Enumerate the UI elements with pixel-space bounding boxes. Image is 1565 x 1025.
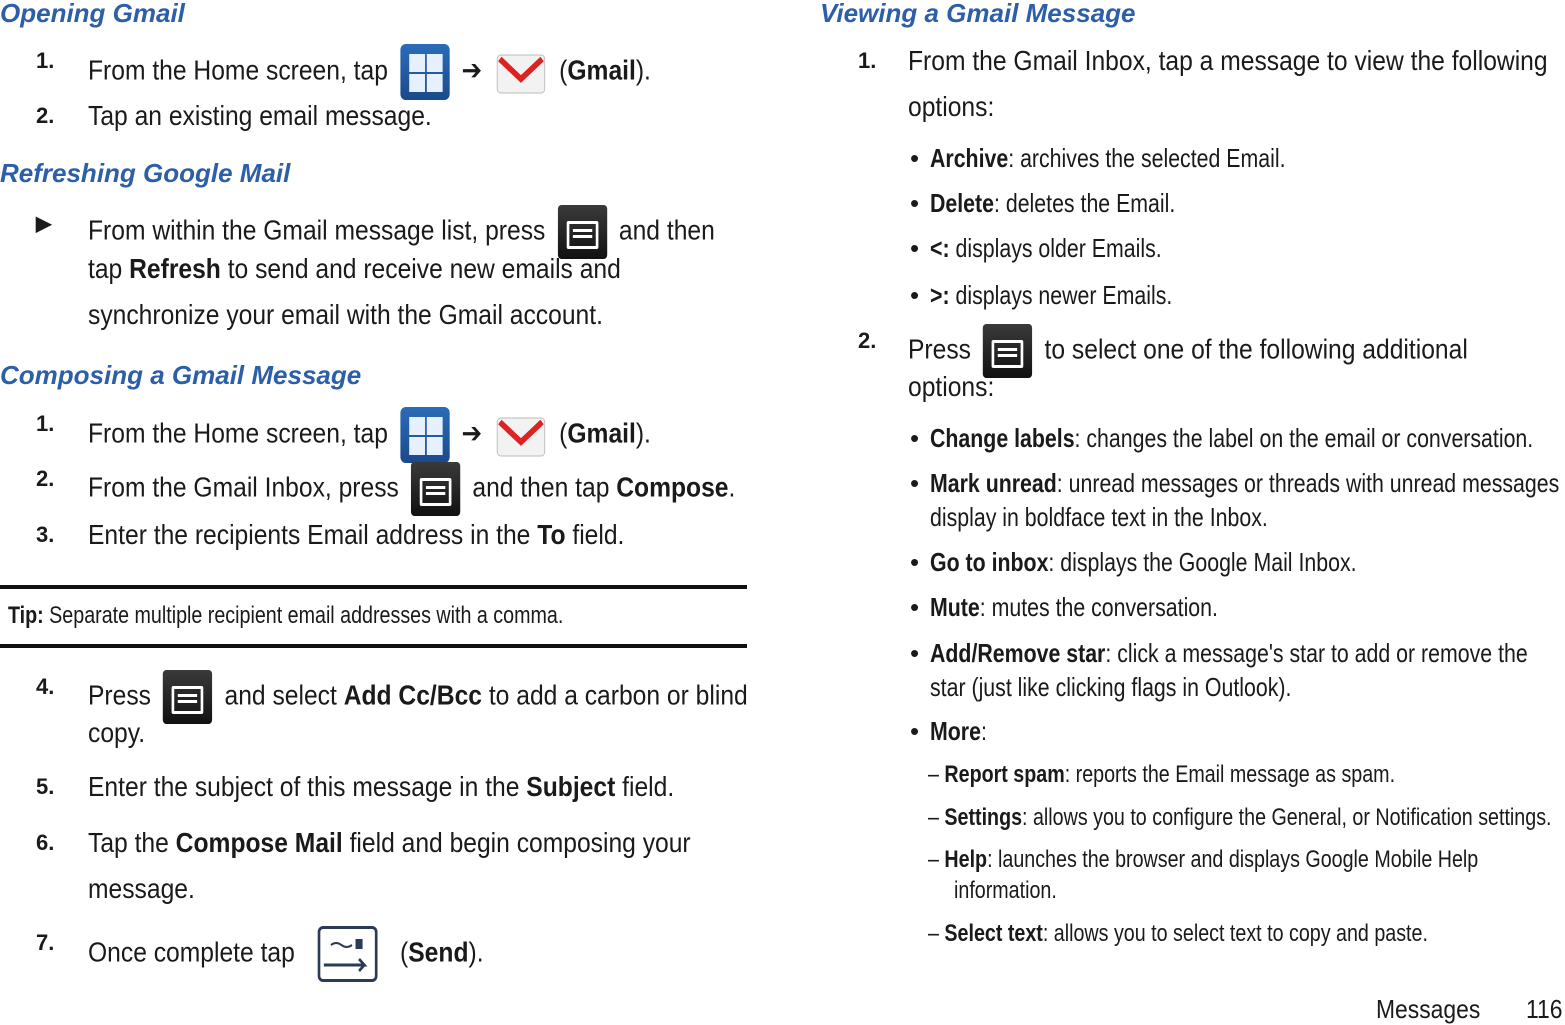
bullet: •: [910, 468, 920, 498]
bullet: •: [910, 716, 920, 746]
arrow-icon: ➔: [461, 417, 483, 449]
menu-key-icon: [411, 462, 460, 516]
step-text: From the Gmail Inbox, press and then tap Compose.: [88, 462, 735, 516]
tip-rule-bottom: [0, 644, 747, 648]
option-star-cont: star (just like clicking flags in Outlook).: [930, 672, 1292, 702]
bullet: •: [910, 143, 920, 173]
step-number: 4.: [36, 674, 55, 699]
option-archive: Archive: archives the selected Email.: [930, 143, 1286, 173]
footer-page-number: 116: [1526, 994, 1563, 1024]
menu-key-icon: [557, 205, 606, 259]
step-text: Tap the Compose Mail field and begin composing your: [88, 827, 691, 858]
sub-option-report-spam: – Report spam: reports the Email message as spam.: [928, 761, 1396, 788]
sub-option-select-text: – Select text: allows you to select text to copy and paste.: [928, 920, 1428, 947]
arrow-icon: ➔: [461, 54, 483, 86]
gmail-icon: [494, 47, 547, 97]
option-more: More:: [930, 716, 987, 746]
step-text: Tap an existing email message.: [88, 100, 432, 131]
menu-key-icon: [163, 670, 212, 724]
step-number: 2.: [36, 103, 55, 128]
option-mark-unread: Mark unread: unread messages or threads with unread messages: [930, 468, 1560, 498]
step-text: Enter the subject of this message in the Subject field.: [88, 771, 675, 802]
send-icon: [318, 926, 378, 982]
heading-viewing: Viewing a Gmail Message: [820, 0, 1136, 28]
sub-option-help: – Help: launches the browser and displays Google Mobile Help: [928, 846, 1479, 873]
sub-option-help-cont: information.: [954, 877, 1057, 904]
option-newer: >: displays newer Emails.: [930, 280, 1173, 310]
option-mute: Mute: mutes the conversation.: [930, 592, 1218, 622]
step-text: Once complete tap (Send).: [88, 926, 484, 982]
option-older: <: displays older Emails.: [930, 233, 1162, 263]
bullet: •: [910, 592, 920, 622]
bullet: •: [910, 638, 920, 668]
bullet: •: [910, 233, 920, 263]
option-delete: Delete: deletes the Email.: [930, 188, 1176, 218]
step-number: 6.: [36, 830, 55, 855]
option-change-labels: Change labels: changes the label on the email or conversation.: [930, 423, 1534, 453]
step-text: options:: [908, 91, 995, 122]
step-text: From the Gmail Inbox, tap a message to view the following: [908, 45, 1548, 76]
step-number: 5.: [36, 774, 55, 799]
step-number: 1.: [36, 411, 55, 436]
step-number: 2.: [36, 466, 55, 491]
bullet: •: [910, 188, 920, 218]
heading-composing: Composing a Gmail Message: [0, 360, 362, 390]
bullet: •: [910, 423, 920, 453]
heading-opening-gmail: Opening Gmail: [0, 0, 185, 28]
step-number: 2.: [858, 328, 877, 353]
tip-text: Tip: Separate multiple recipient email addresses with a comma.: [8, 602, 564, 629]
step-text: From within the Gmail message list, press and then: [88, 205, 715, 259]
step-text: synchronize your email with the Gmail account.: [88, 299, 603, 330]
bullet: •: [910, 280, 920, 310]
sub-option-settings: – Settings: allows you to configure the General, or Notification settings.: [928, 804, 1552, 831]
step-text: copy.: [88, 717, 146, 748]
step-text: message.: [88, 873, 195, 904]
gmail-icon: [494, 410, 547, 460]
step-text: From the Home screen, tap ➔ (Gmail).: [88, 407, 651, 463]
bullet: •: [910, 547, 920, 577]
apps-icon: [400, 44, 449, 100]
option-star: Add/Remove star: click a message's star to add or remove the: [930, 638, 1528, 668]
step-text: Press to select one of the following additional: [908, 324, 1468, 378]
footer-section: Messages: [1376, 994, 1481, 1024]
step-number: 1.: [36, 48, 55, 73]
step-number: 7.: [36, 930, 55, 955]
tip-rule-top: [0, 585, 747, 589]
step-text: tap Refresh to send and receive new emails and: [88, 253, 621, 284]
step-text: From the Home screen, tap ➔ (Gmail).: [88, 44, 651, 100]
step-number: 1.: [858, 48, 877, 73]
apps-icon: [400, 407, 449, 463]
step-text: Enter the recipients Email address in the To field.: [88, 519, 625, 550]
option-go-to-inbox: Go to inbox: displays the Google Mail Inbox.: [930, 547, 1357, 577]
step-text: Press and select Add Cc/Bcc to add a carbon or blind: [88, 670, 748, 724]
option-mark-unread-cont: display in boldface text in the Inbox.: [930, 502, 1268, 532]
step-number: 3.: [36, 522, 55, 547]
bullet-arrow-icon: ▶: [36, 213, 52, 235]
step-text: options:: [908, 371, 995, 402]
heading-refreshing: Refreshing Google Mail: [0, 158, 291, 188]
